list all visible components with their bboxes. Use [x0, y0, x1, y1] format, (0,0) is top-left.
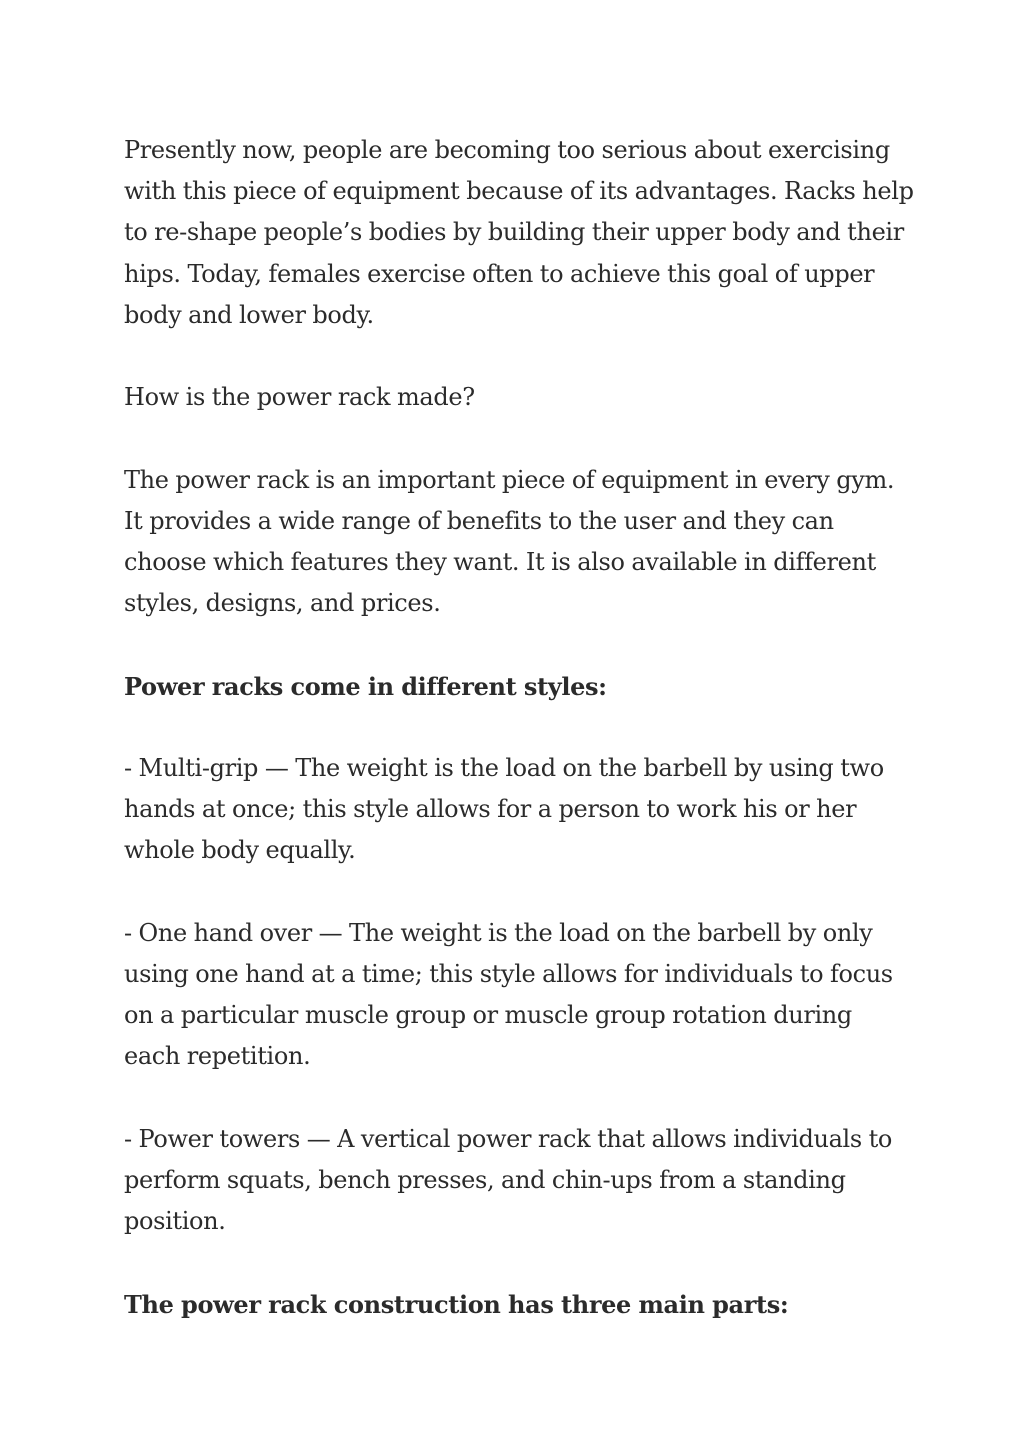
style-item-power-towers: - Power towers — A vertical power rack that allows individuals to perform squats, bench presses, and chin-ups from a standing position.: [124, 1124, 893, 1236]
description-paragraph: The power rack is an important piece of equipment in every gym. It provides a wide range of benefits to the user and they can choose which features they want. It is also available in different styles, designs, and prices.: [124, 465, 895, 618]
article-body: [124, 130, 914, 1366]
question-paragraph: How is the power rack made?: [124, 383, 475, 412]
styles-heading: Power racks come in different styles:: [124, 671, 607, 701]
style-item-one-hand-over: - One hand over — The weight is the load on the barbell by only using one hand at a time; this style allows for individuals to focus on a particular muscle group or muscle group rotation during each repetition.: [124, 918, 893, 1071]
intro-paragraph: Presently now, people are becoming too serious about exercising with this piece of equipment because of its advantages. Racks help to re-shape people’s bodies by building their upper body and their hips. Today, females exercise often to achieve this goal of upper body and lower body.: [124, 136, 914, 329]
construction-heading: The power rack construction has three main parts:: [124, 1289, 789, 1319]
style-item-multi-grip: - Multi-grip — The weight is the load on the barbell by using two hands at once; this style allows for a person to work his or her whole body equally.: [124, 753, 884, 865]
